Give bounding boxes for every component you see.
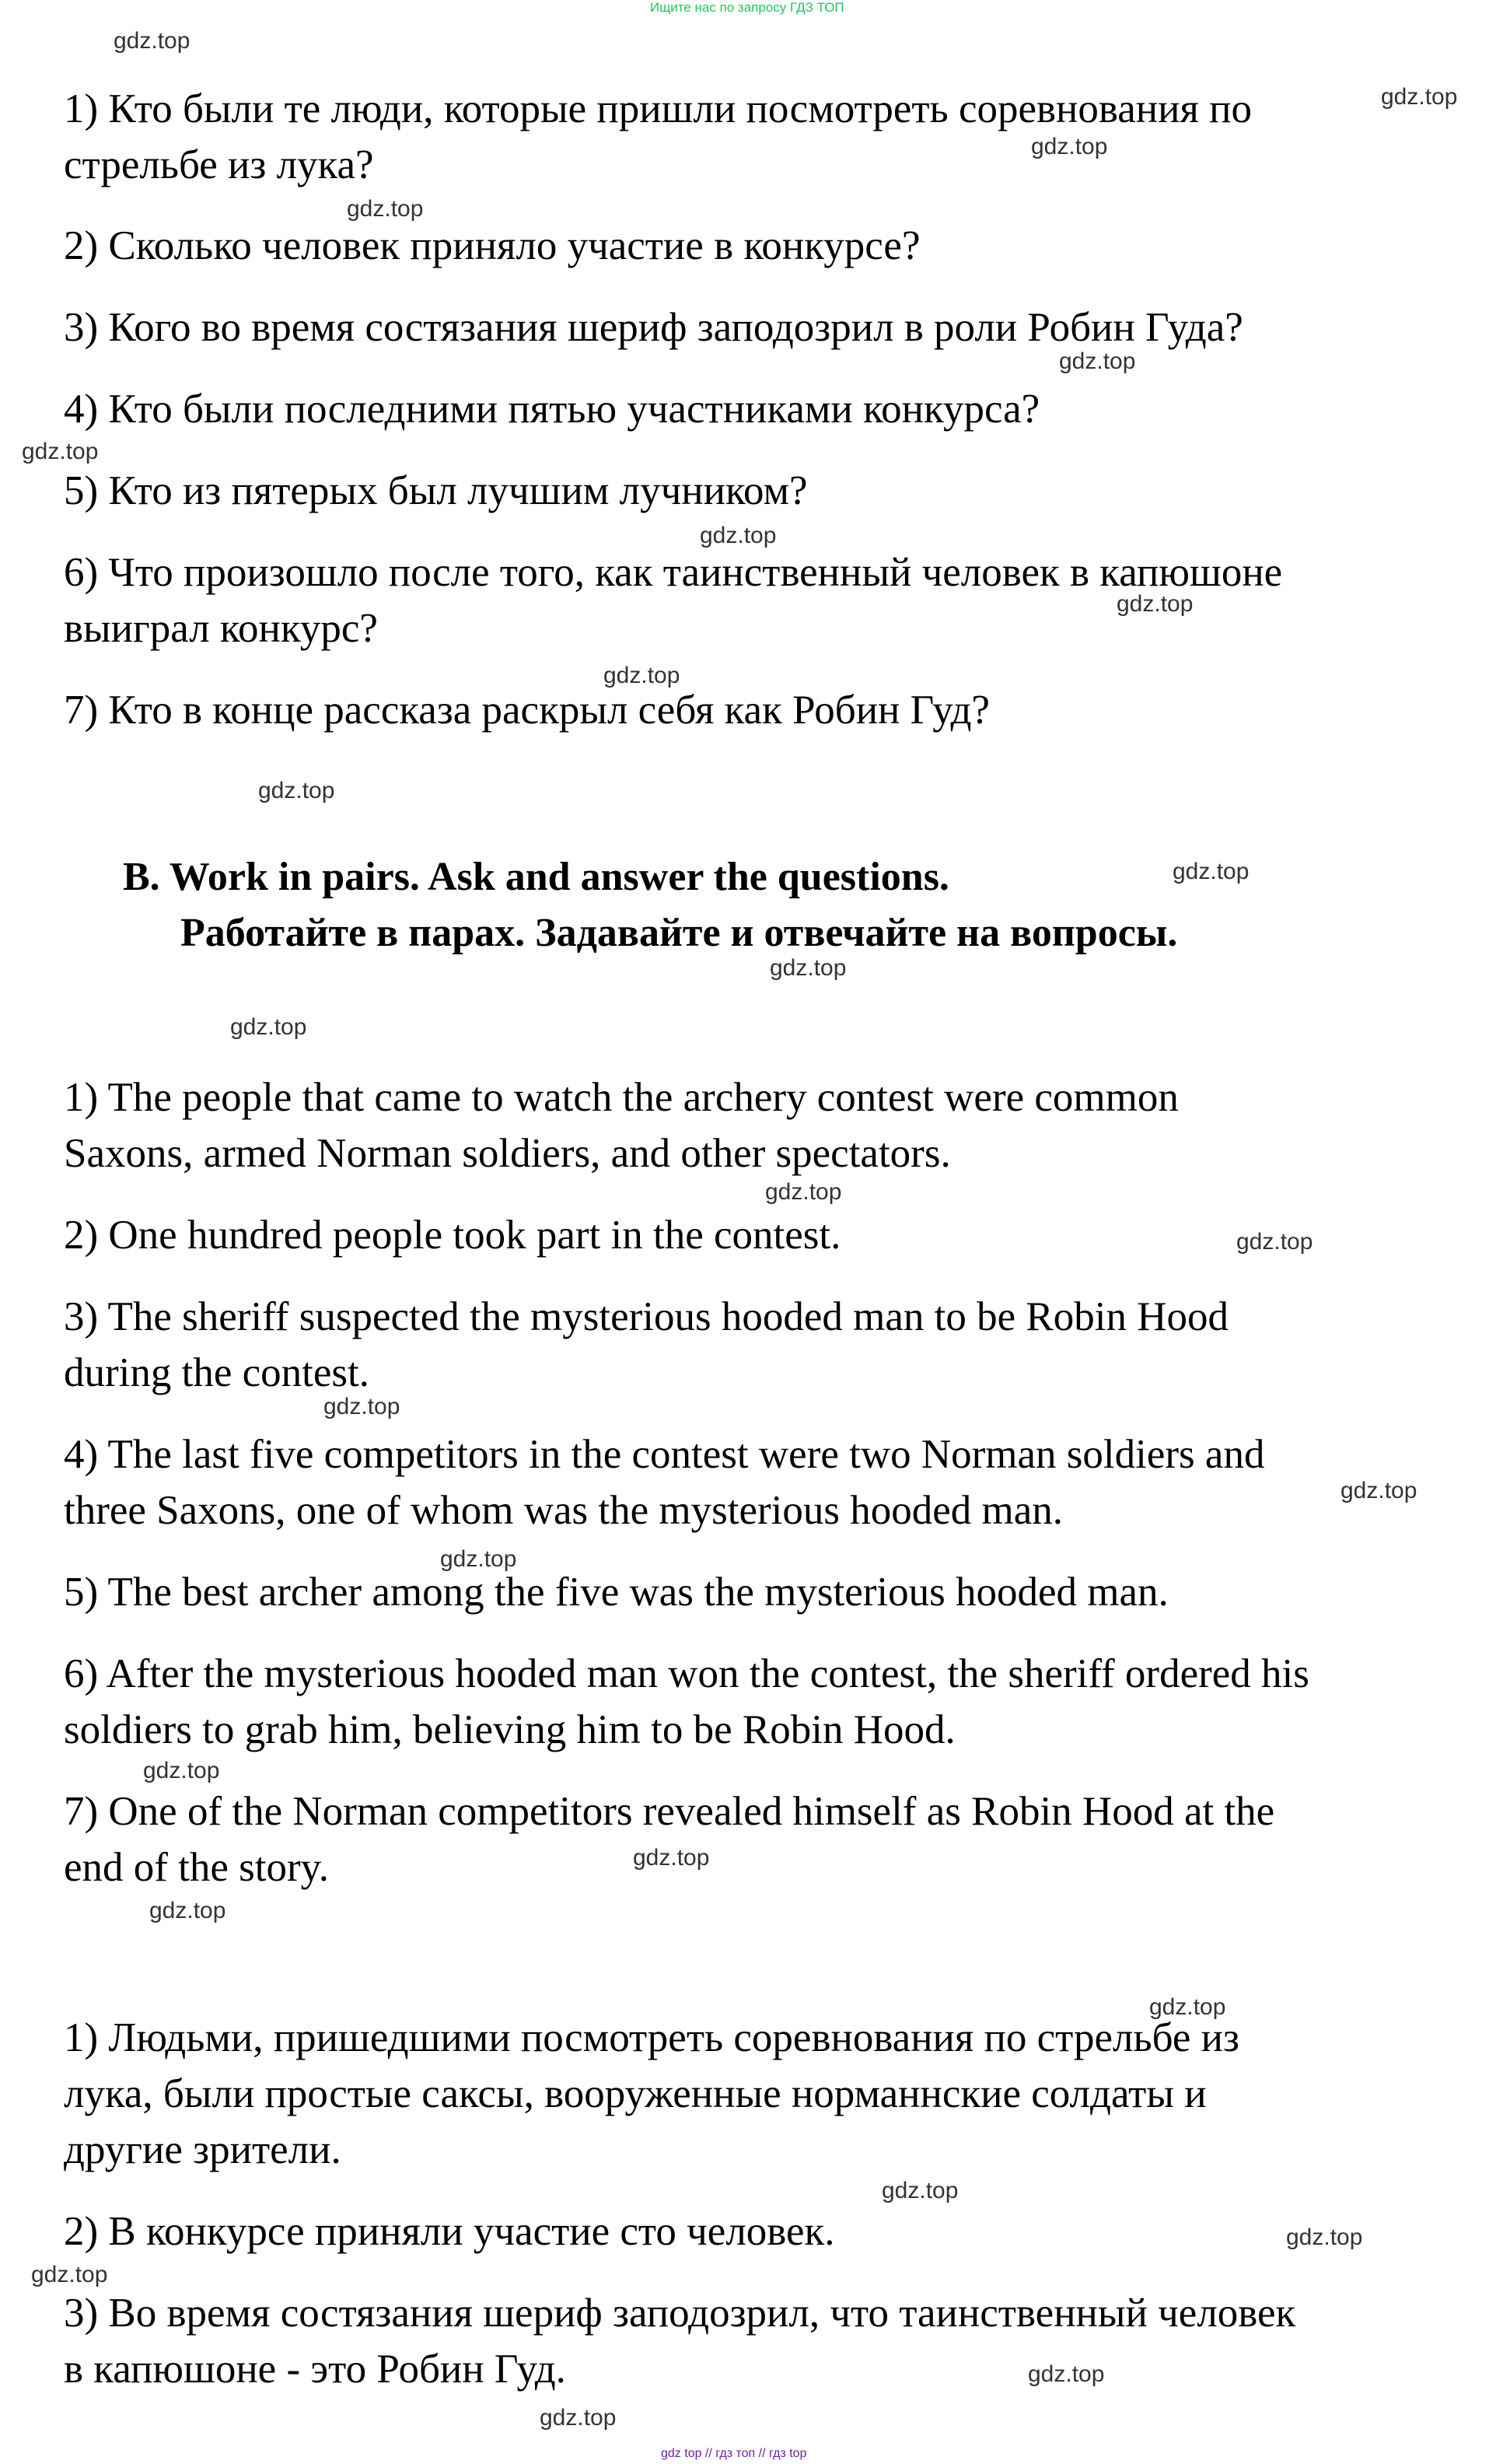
- watermark: gdz.top: [347, 196, 424, 222]
- question-ru-7: 7) Кто в конце рассказа раскрыл себя как Робин Гуд?: [64, 688, 990, 733]
- answer-en-2: 2) One hundred people took part in the contest.: [64, 1213, 841, 1258]
- answer-en-7-line-2: end of the story.: [64, 1845, 329, 1890]
- watermark: gdz.top: [1028, 2361, 1105, 2387]
- watermark: gdz.top: [633, 1845, 710, 1871]
- watermark: gdz.top: [540, 2405, 617, 2431]
- question-ru-2: 2) Сколько человек приняло участие в конкурсе?: [64, 223, 921, 268]
- watermark: gdz.top: [1059, 348, 1136, 374]
- question-ru-6-line-2: выиграл конкурс?: [64, 606, 378, 651]
- watermark: gdz.top: [1173, 859, 1250, 884]
- watermark: gdz.top: [440, 1546, 517, 1572]
- watermark: gdz.top: [1031, 134, 1108, 159]
- watermark: gdz.top: [882, 2178, 959, 2203]
- watermark: gdz.top: [1340, 1478, 1417, 1503]
- answer-en-4-line-2: three Saxons, one of whom was the mysterious hooded man.: [64, 1488, 1064, 1533]
- watermark: gdz.top: [149, 1898, 226, 1923]
- section-b-title-ru: Работайте в парах. Задавайте и отвечайте на вопросы.: [180, 911, 1178, 955]
- answer-en-6-line-1: 6) After the mysterious hooded man won the contest, the sheriff ordered his: [64, 1651, 1309, 1696]
- watermark: gdz.top: [1117, 591, 1194, 617]
- watermark: gdz.top: [31, 2262, 108, 2287]
- watermark: gdz.top: [1286, 2224, 1363, 2250]
- answer-en-5: 5) The best archer among the five was the mysterious hooded man.: [64, 1570, 1169, 1615]
- answer-ru-1-line-2: лука, были простые саксы, вооруженные норманнские солдаты и: [64, 2071, 1207, 2116]
- answer-en-4-line-1: 4) The last five competitors in the contest were two Norman soldiers and: [64, 1432, 1265, 1477]
- section-b-title-en: B. Work in pairs. Ask and answer the questions.: [123, 855, 949, 899]
- answer-ru-1-line-3: другие зрители.: [64, 2127, 341, 2172]
- footer-links: gdz top // гдз топ // гдз top: [661, 2447, 807, 2460]
- question-ru-4: 4) Кто были последними пятью участниками конкурса?: [64, 387, 1040, 432]
- question-ru-6-line-1: 6) Что произошло после того, как таинственный человек в капюшоне: [64, 550, 1283, 595]
- top-search-banner: Ищите нас по запросу ГДЗ ТОП: [650, 0, 844, 15]
- watermark: gdz.top: [230, 1014, 307, 1040]
- watermark: gdz.top: [22, 439, 99, 464]
- watermark: gdz.top: [603, 663, 680, 688]
- watermark: gdz.top: [143, 1758, 220, 1783]
- answer-en-6-line-2: soldiers to grab him, believing him to be Robin Hood.: [64, 1707, 956, 1752]
- question-ru-5: 5) Кто из пятерых был лучшим лучником?: [64, 468, 808, 513]
- question-ru-1-line-2: стрельбе из лука?: [64, 142, 374, 187]
- watermark: gdz.top: [114, 28, 190, 54]
- answer-ru-3-line-1: 3) Во время состязания шериф заподозрил, что таинственный человек: [64, 2291, 1296, 2336]
- answer-ru-1-line-1: 1) Людьми, пришедшими посмотреть соревнования по стрельбе из: [64, 2015, 1239, 2060]
- watermark: gdz.top: [770, 955, 847, 981]
- watermark: gdz.top: [258, 778, 335, 803]
- answer-ru-3-line-2: в капюшоне - это Робин Гуд.: [64, 2347, 566, 2392]
- answer-en-3-line-1: 3) The sheriff suspected the mysterious hooded man to be Robin Hood: [64, 1294, 1229, 1339]
- watermark: gdz.top: [1381, 84, 1458, 110]
- answer-en-3-line-2: during the contest.: [64, 1350, 369, 1395]
- question-ru-3: 3) Кого во время состязания шериф заподозрил в роли Робин Гуда?: [64, 305, 1243, 350]
- watermark: gdz.top: [1236, 1229, 1313, 1255]
- watermark: gdz.top: [323, 1394, 400, 1419]
- answer-en-1-line-1: 1) The people that came to watch the archery contest were common: [64, 1075, 1179, 1120]
- answer-ru-2: 2) В конкурсе приняли участие сто человек.: [64, 2209, 835, 2254]
- watermark: gdz.top: [700, 523, 777, 548]
- question-ru-1-line-1: 1) Кто были те люди, которые пришли посмотреть соревнования по: [64, 86, 1252, 131]
- answer-en-7-line-1: 7) One of the Norman competitors revealed himself as Robin Hood at the: [64, 1789, 1275, 1834]
- answer-en-1-line-2: Saxons, armed Norman soldiers, and other spectators.: [64, 1131, 951, 1176]
- watermark: gdz.top: [765, 1179, 842, 1205]
- watermark: gdz.top: [1149, 1994, 1226, 2020]
